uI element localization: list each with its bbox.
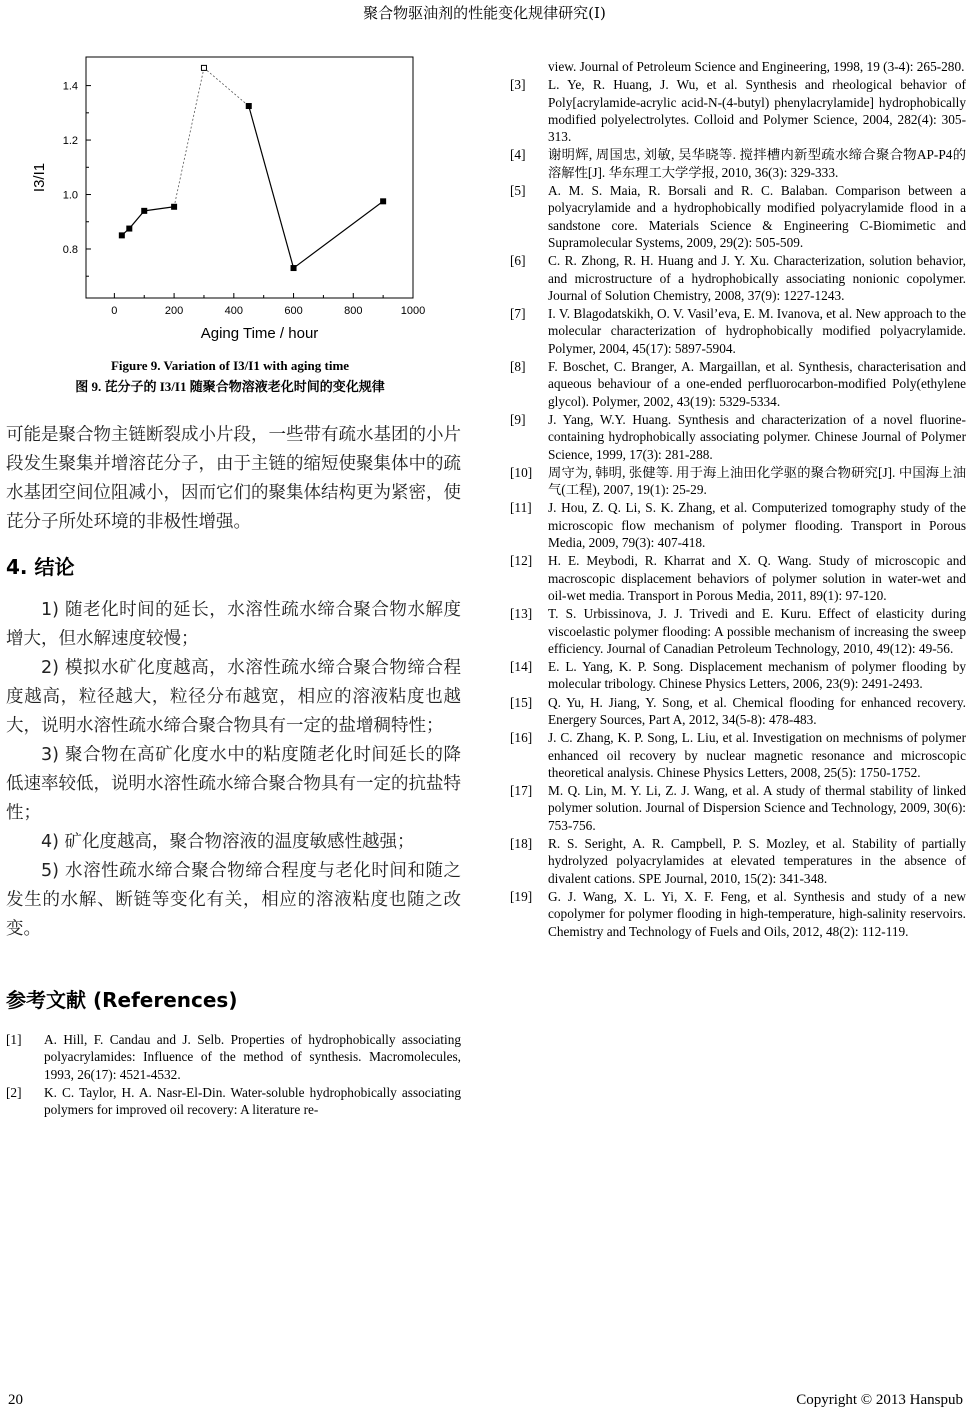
reference-text: I. V. Blagodatskikh, O. V. Vasil’eva, E. M. Ivanova, et al. New approach to the molecular characterization of hydrophobically modified polyacrylamide. Polymer, 2004, 45(17): 5897-5904. (548, 306, 966, 356)
reference-item (510, 411, 966, 463)
conclusion-item: 3) 聚合物在高矿化度水中的粘度随老化时间延长的降低速率较低，说明水溶性疏水缔合聚合物具有一定的抗盐特性； (6, 745, 461, 823)
reference-text: L. Ye, R. Huang, J. Wu, et al. Synthesis and rheological behavior of Poly[acrylamide-acrylic acid-N-(4-butyl) phenylacrylamide] hydrophobically modified polyelectrolytes. Colloid and Polymer Science, 2004, 282(4): 305-313. (548, 77, 966, 145)
reference-text: T. S. Urbissinova, J. J. Trivedi and E. Kuru. Effect of elasticity during viscoelastic polymer flooding: A possible mechanism of increasing the sweep efficiency. Journal of Canadian Petroleum Technology, 2010, 49(12): 49-56. (548, 606, 966, 656)
x-tick-label: 800 (344, 305, 363, 317)
y-axis-label: I3/I1 (31, 162, 48, 193)
reference-text: A. M. S. Maia, R. Borsali and R. C. Balaban. Comparison between a polyacrylamide and a hydrophobically modified polyacrylamide flood in a sandstone core. Materials Science & Engineering C-Biomimetic and Supramolecular Systems, 2009, 29(2): 505-509. (548, 183, 966, 250)
x-tick-label: 1000 (400, 305, 426, 317)
x-axis-label: Aging Time / hour (200, 325, 319, 342)
reference-number: [11] (510, 500, 532, 516)
plot-frame (86, 57, 413, 298)
reference-text: R. S. Seright, A. R. Campbell, P. S. Mozley, et al. Stability of partially hydrolyzed polyacrylamides at elevated temperatures in the absence of divalent cations. SPE Journal, 2010, 15(2): 341-348. (548, 836, 966, 886)
reference-number: [9] (510, 411, 526, 427)
references-right (510, 58, 966, 941)
reference-item (510, 252, 966, 304)
series-line-segment (174, 68, 204, 207)
reference-item (6, 1031, 461, 1083)
x-tick-label: 200 (164, 305, 184, 317)
reference-item (510, 305, 966, 357)
conclusion-item: 5) 水溶性疏水缔合聚合物缔合程度与老化时间和随之发生的水解、断链等变化有关，相应的溶液粘度也随之改变。 (6, 861, 461, 939)
conclusion-item: 1) 随老化时间的延长，水溶性疏水缔合聚合物水解度增大，但水解速度较慢； (6, 600, 461, 649)
reference-text: H. E. Meybodi, R. Kharrat and X. Q. Wang. Study of microscopic and macroscopic displacement behaviors of polymer solution in water-wet and oil-wet media. Transport in Porous Media, 2011, 89(1): 97-120. (548, 553, 966, 603)
reference-item (510, 694, 966, 729)
reference-item (510, 552, 966, 604)
y-tick-label: 0.8 (62, 243, 78, 256)
copyright: Copyright © 2013 Hanspub (796, 1392, 963, 1408)
reference-number (510, 58, 548, 75)
reference-text: F. Boschet, C. Branger, A. Margaillan, et al. Synthesis, characterisation and aqueous behaviour of a one-ended perfluorocarbon-modified Poly(ethylene glycol). Polymer, 2002, 43(19): 5329-5334. (548, 359, 966, 409)
series-line-segment (249, 106, 294, 268)
data-point (291, 266, 296, 271)
reference-number: [2] (6, 1084, 22, 1100)
data-point (172, 204, 177, 209)
reference-item (510, 782, 966, 834)
conclusion-item: 4) 矿化度越高，聚合物溶液的温度敏感性越强； (41, 832, 415, 852)
reference-number: [16] (510, 730, 533, 746)
reference-text: view. Journal of Petroleum Science and Engineering, 1998, 19 (3-4): 265-280. (548, 59, 965, 74)
reference-number: [5] (510, 183, 526, 199)
running-header: 聚合物驱油剂的性能变化规律研究(I) (363, 4, 606, 22)
reference-item (510, 658, 966, 693)
reference-number: [14] (510, 659, 533, 675)
y-tick-label: 1.2 (62, 135, 78, 148)
reference-item (6, 1084, 461, 1119)
reference-text: C. R. Zhong, R. H. Huang and J. Y. Xu. Characterization, solution behavior, and microstructure of a hydrophobically associating nonionic copolymer. Journal of Solution Chemistry, 2008, 37(9): 1227-1243. (548, 253, 966, 303)
figure-caption-zh: 图 9. 芘分子的 I3/I1 随聚合物溶液老化时间的变化规律 (75, 379, 385, 394)
data-point (127, 226, 132, 231)
reference-item (510, 888, 966, 940)
reference-text: A. Hill, F. Candau and J. Selb. Properties of hydrophobically associating polyacrylamides: Influence of the method of synthesis. Macromolecules, 1993, 26(17): 4521-4532. (44, 1032, 461, 1082)
reference-number: [8] (510, 359, 526, 375)
reference-number: [4] (510, 147, 526, 163)
reference-text: J. Hou, Z. Q. Li, S. K. Zhang, et al. Computerized tomography study of the microscopic flow mechanism of polymer flooding. Transport in Porous Media, 2009, 79(3): 407-418. (548, 500, 966, 551)
reference-number: [7] (510, 306, 526, 322)
reference-number: [17] (510, 783, 533, 799)
reference-item (510, 358, 966, 410)
figure-9-chart (20, 40, 440, 350)
data-point-open (201, 65, 206, 70)
reference-item (510, 835, 966, 887)
reference-text: K. C. Taylor, H. A. Nasr-El-Din. Water-soluble hydrophobically associating polymers for improved oil recovery: A literature re- (44, 1084, 461, 1118)
reference-item (510, 605, 966, 657)
y-tick-label: 1.4 (62, 80, 78, 93)
reference-number: [13] (510, 606, 533, 622)
reference-number: [10] (510, 464, 533, 480)
reference-text: J. C. Zhang, K. P. Song, L. Liu, et al. Investigation on mechnisms of polymer enhanced oil recovery by nuclear magnetic resonance and microscopic theoretical analysis. Chinese Physics Letters, 2008, 25(5): 1750-1752. (548, 730, 966, 780)
reference-number: [15] (510, 694, 533, 710)
reference-number: [3] (510, 77, 526, 93)
reference-number: [1] (6, 1032, 22, 1047)
reference-number: [19] (510, 888, 533, 904)
reference-item (510, 499, 966, 551)
data-point (381, 199, 386, 204)
reference-text: G. J. Wang, X. L. Yi, X. F. Feng, et al. Synthesis and study of a new copolymer for polymer flooding in high-temperature, high-salinity reservoirs. Chemistry and Technology of Fuels and Oils, 2012, 48(2): 112-119. (548, 888, 966, 939)
series-line-segment (204, 68, 249, 106)
data-point (246, 104, 251, 109)
reference-text: 周守为, 韩明, 张健等. 用于海上油田化学驱的聚合物研究[J]. 中国海上油气(工程), 2007, 19(1): 25-29. (548, 464, 966, 498)
series-line-segment (144, 207, 174, 211)
reference-text: E. L. Yang, K. P. Song. Displacement mechanism of polymer flooding by molecular tribology. Chinese Physics Letters, 2006, 23(9): 2491-2493. (548, 659, 966, 692)
reference-number: [18] (510, 836, 533, 852)
left-column (6, 421, 461, 1119)
references-heading: 参考文献 (References) (6, 988, 238, 1012)
reference-item (510, 58, 966, 75)
reference-text: 谢明辉, 周国忠, 刘敏, 吴华晓等. 搅拌槽内新型疏水缔合聚合物AP-P4的溶解性[J]. 华东理工大学学报, 2010, 36(3): 329-333. (548, 147, 966, 180)
data-point (142, 208, 147, 213)
reference-number: [12] (510, 553, 533, 569)
data-point (119, 233, 124, 238)
reference-item (510, 464, 966, 499)
reference-text: M. Q. Lin, M. Y. Li, Z. J. Wang, et al. A study of thermal stability of linked polymer solution. Journal of Dispersion Science and Technology, 2009, 30(6): 753-756. (548, 783, 966, 833)
series-line-segment (294, 201, 384, 268)
x-tick-label: 600 (284, 305, 303, 317)
y-tick-label: 1.0 (62, 189, 78, 202)
x-tick-label: 0 (111, 305, 118, 317)
section-heading: 4. 结论 (6, 555, 75, 579)
reference-text: Q. Yu, H. Jiang, Y. Song, et al. Chemical flooding for enhanced recovery. Energery Sources, Part A, 2012, 34(5-8): 478-483. (548, 694, 966, 727)
page-number: 20 (8, 1392, 23, 1408)
reference-item (510, 182, 966, 251)
conclusion-item: 2) 模拟水矿化度越高，水溶性疏水缔合聚合物缔合程度越高，粒径越大，粒径分布越宽，相应的溶液粘度也越大，说明水溶性疏水缔合聚合物具有一定的盐增稠特性； (6, 658, 461, 736)
reference-number: [6] (510, 253, 526, 269)
reference-text: J. Yang, W.Y. Huang. Synthesis and characterization of a novel fluorine-containing hydrophobically associating polymer. Chinese Journal of Polymer Science, 1999, 17(3): 281-288. (548, 411, 966, 462)
reference-item (510, 146, 966, 181)
reference-item (510, 76, 966, 145)
paragraph: 可能是聚合物主链断裂成小片段，一些带有疏水基团的小片段发生聚集并增溶芘分子，由于主链的缩短使聚集体中的疏水基团空间位阻减小，因而它们的聚集体结构更为紧密，使芘分子所处环境的非极性增强。 (6, 425, 461, 532)
x-tick-label: 400 (224, 305, 244, 317)
references-left (6, 1031, 461, 1118)
figure-caption-en: Figure 9. Variation of I3/I1 with aging time (110, 358, 350, 373)
reference-item (510, 729, 966, 781)
